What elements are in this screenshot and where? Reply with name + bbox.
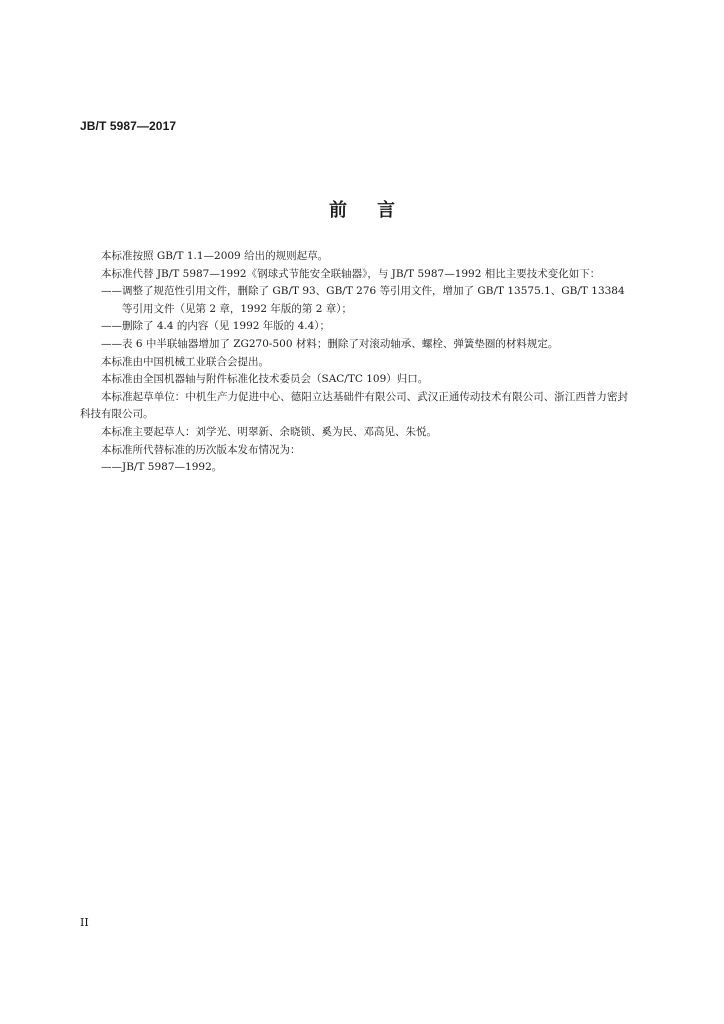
list-item-deleted-section: ——删除了 4.4 的内容（见 1992 年版的 4.4）； <box>101 320 331 333</box>
paragraph-drafting-units: 本标准起草单位：中机生产力促进中心、德阳立达基础件有限公司、武汉正通传动技术有限公司、浙江西普力密封科技有限公司。 <box>80 390 628 421</box>
paragraph-proposer: 本标准由中国机械工业联合会提出。 <box>101 355 269 368</box>
foreword-body <box>80 248 628 477</box>
paragraph-drafting-rules: 本标准按照 GB/T 1.1—2009 给出的规则起草。 <box>101 250 329 262</box>
standard-code: JB/T 5987—2017 <box>80 119 177 133</box>
list-item-material-change: ——表 6 中半联轴器增加了 ZG270-500 材料；删除了对滚动轴承、螺栓、弹簧垫圈的材料规定。 <box>101 337 559 350</box>
page-number: II <box>80 916 89 929</box>
paragraph-replacement: 本标准代替 JB/T 5987—1992《钢球式节能安全联轴器》，与 JB/T 5987—1992 相比主要技术变化如下： <box>101 267 601 280</box>
list-item-references: ——调整了规范性引用文件，删除了 GB/T 93、GB/T 276 等引用文件，增加了 GB/T 13575.1、GB/T 13384 等引用文件（见第 2 章，1992 年版的第 2 章）； <box>101 285 625 315</box>
list-item-previous-version: ——JB/T 5987—1992。 <box>101 461 223 474</box>
page-title: 前言 <box>329 200 425 221</box>
paragraph-committee: 本标准由全国机器轴与附件标准化技术委员会（SAC/TC 109）归口。 <box>101 373 429 386</box>
paragraph-drafters: 本标准主要起草人：刘学光、明翠新、余晓锁、奚为民、邓高见、朱悦。 <box>101 425 437 438</box>
paragraph-history: 本标准所代替标准的历次版本发布情况为： <box>101 443 301 456</box>
